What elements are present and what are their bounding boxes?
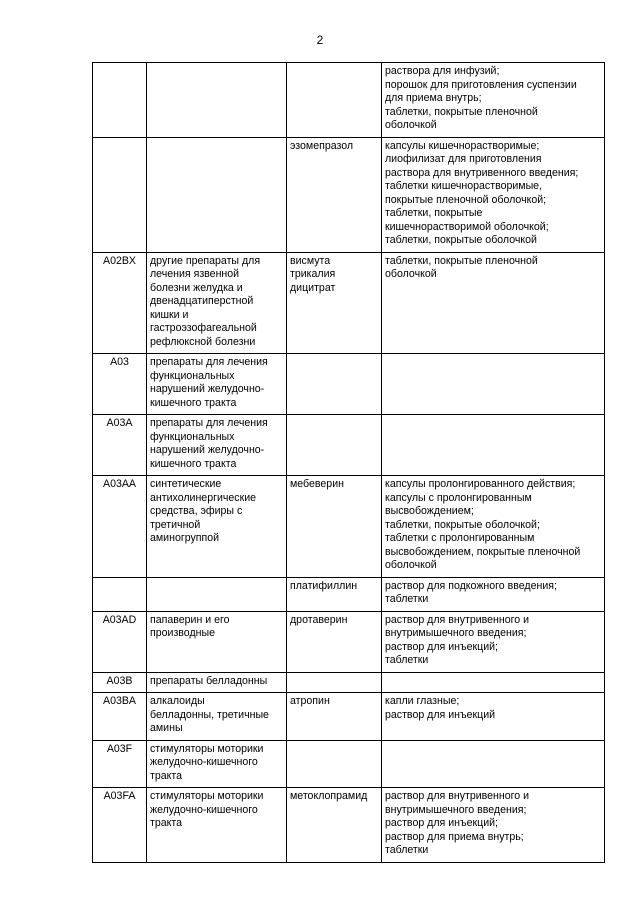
table-row (93, 672, 605, 693)
group-name-cell: другие препараты для лечения язвенной болезни желудка и двенадцатиперстной кишки и гастроэзофагеальной рефлюксной болезни (147, 252, 287, 354)
dosage-forms-cell: раствор для внутривенного и внутримышечного введения; раствор для инъекций; таблетки (382, 611, 605, 672)
drug-name-cell: платифиллин (287, 577, 382, 611)
group-name-cell: препараты для лечения функциональных нарушений желудочно- кишечного тракта (147, 354, 287, 415)
drug-name-cell: мебеверин (287, 476, 382, 578)
drug-table (92, 62, 605, 863)
drug-name-cell: дротаверин (287, 611, 382, 672)
atc-code-cell: A03AA (93, 476, 147, 578)
drug-name-cell: метоклопрамид (287, 788, 382, 863)
atc-code-cell: A03BA (93, 693, 147, 741)
dosage-forms-cell (382, 354, 605, 415)
atc-code-cell (93, 577, 147, 611)
group-name-cell: препараты для лечения функциональных нарушений желудочно- кишечного тракта (147, 415, 287, 476)
table-row (93, 415, 605, 476)
group-name-cell: синтетические антихолинергические средства, эфиры с третичной аминогруппой (147, 476, 287, 578)
drug-name-cell (287, 354, 382, 415)
drug-name-cell (287, 740, 382, 788)
group-name-cell: папаверин и его производные (147, 611, 287, 672)
drug-name-cell: атропин (287, 693, 382, 741)
table-row (93, 476, 605, 578)
dosage-forms-cell: капсулы пролонгированного действия; капсулы с пролонгированным высвобождением; таблетки, покрытые оболочкой; таблетки с пролонгированным высвобождением, покрытые пленочной оболочкой (382, 476, 605, 578)
group-name-cell: стимуляторы моторики желудочно-кишечного тракта (147, 788, 287, 863)
table-row (93, 693, 605, 741)
dosage-forms-cell (382, 740, 605, 788)
drug-name-cell (287, 672, 382, 693)
table-row (93, 252, 605, 354)
atc-code-cell (93, 137, 147, 252)
drug-name-cell (287, 415, 382, 476)
drug-name-cell (287, 63, 382, 138)
group-name-cell: препараты белладонны (147, 672, 287, 693)
atc-code-cell: A03FA (93, 788, 147, 863)
dosage-forms-cell: раствора для инфузий; порошок для приготовления суспензии для приема внутрь; таблетки, покрытые пленочной оболочкой (382, 63, 605, 138)
atc-code-cell: A03AD (93, 611, 147, 672)
atc-code-cell: A03B (93, 672, 147, 693)
atc-code-cell (93, 63, 147, 138)
group-name-cell: стимуляторы моторики желудочно-кишечного тракта (147, 740, 287, 788)
table-row (93, 788, 605, 863)
atc-code-cell: A02BX (93, 252, 147, 354)
drug-table-body (93, 63, 605, 863)
group-name-cell (147, 63, 287, 138)
atc-code-cell: A03A (93, 415, 147, 476)
dosage-forms-cell: капли глазные; раствор для инъекций (382, 693, 605, 741)
dosage-forms-cell (382, 415, 605, 476)
dosage-forms-cell: раствор для подкожного введения; таблетки (382, 577, 605, 611)
dosage-forms-cell: таблетки, покрытые пленочной оболочкой (382, 252, 605, 354)
table-row (93, 354, 605, 415)
table-row (93, 611, 605, 672)
atc-code-cell: A03F (93, 740, 147, 788)
group-name-cell (147, 577, 287, 611)
page-number: 2 (316, 33, 324, 47)
dosage-forms-cell: капсулы кишечнорастворимые; лиофилизат для приготовления раствора для внутривенного введения; таблетки кишечнорастворимые, покрытые пленочной оболочкой; таблетки, покрытые кишечнорастворимой оболочкой; таблетки, покрытые оболочкой (382, 137, 605, 252)
atc-code-cell: A03 (93, 354, 147, 415)
table-row (93, 577, 605, 611)
table-row (93, 740, 605, 788)
dosage-forms-cell: раствор для внутривенного и внутримышечного введения; раствор для инъекций; раствор для приема внутрь; таблетки (382, 788, 605, 863)
table-row (93, 137, 605, 252)
dosage-forms-cell (382, 672, 605, 693)
group-name-cell (147, 137, 287, 252)
table-row (93, 63, 605, 138)
drug-name-cell: висмута трикалия дицитрат (287, 252, 382, 354)
drug-name-cell: эзомепразол (287, 137, 382, 252)
group-name-cell: алкалоиды белладонны, третичные амины (147, 693, 287, 741)
